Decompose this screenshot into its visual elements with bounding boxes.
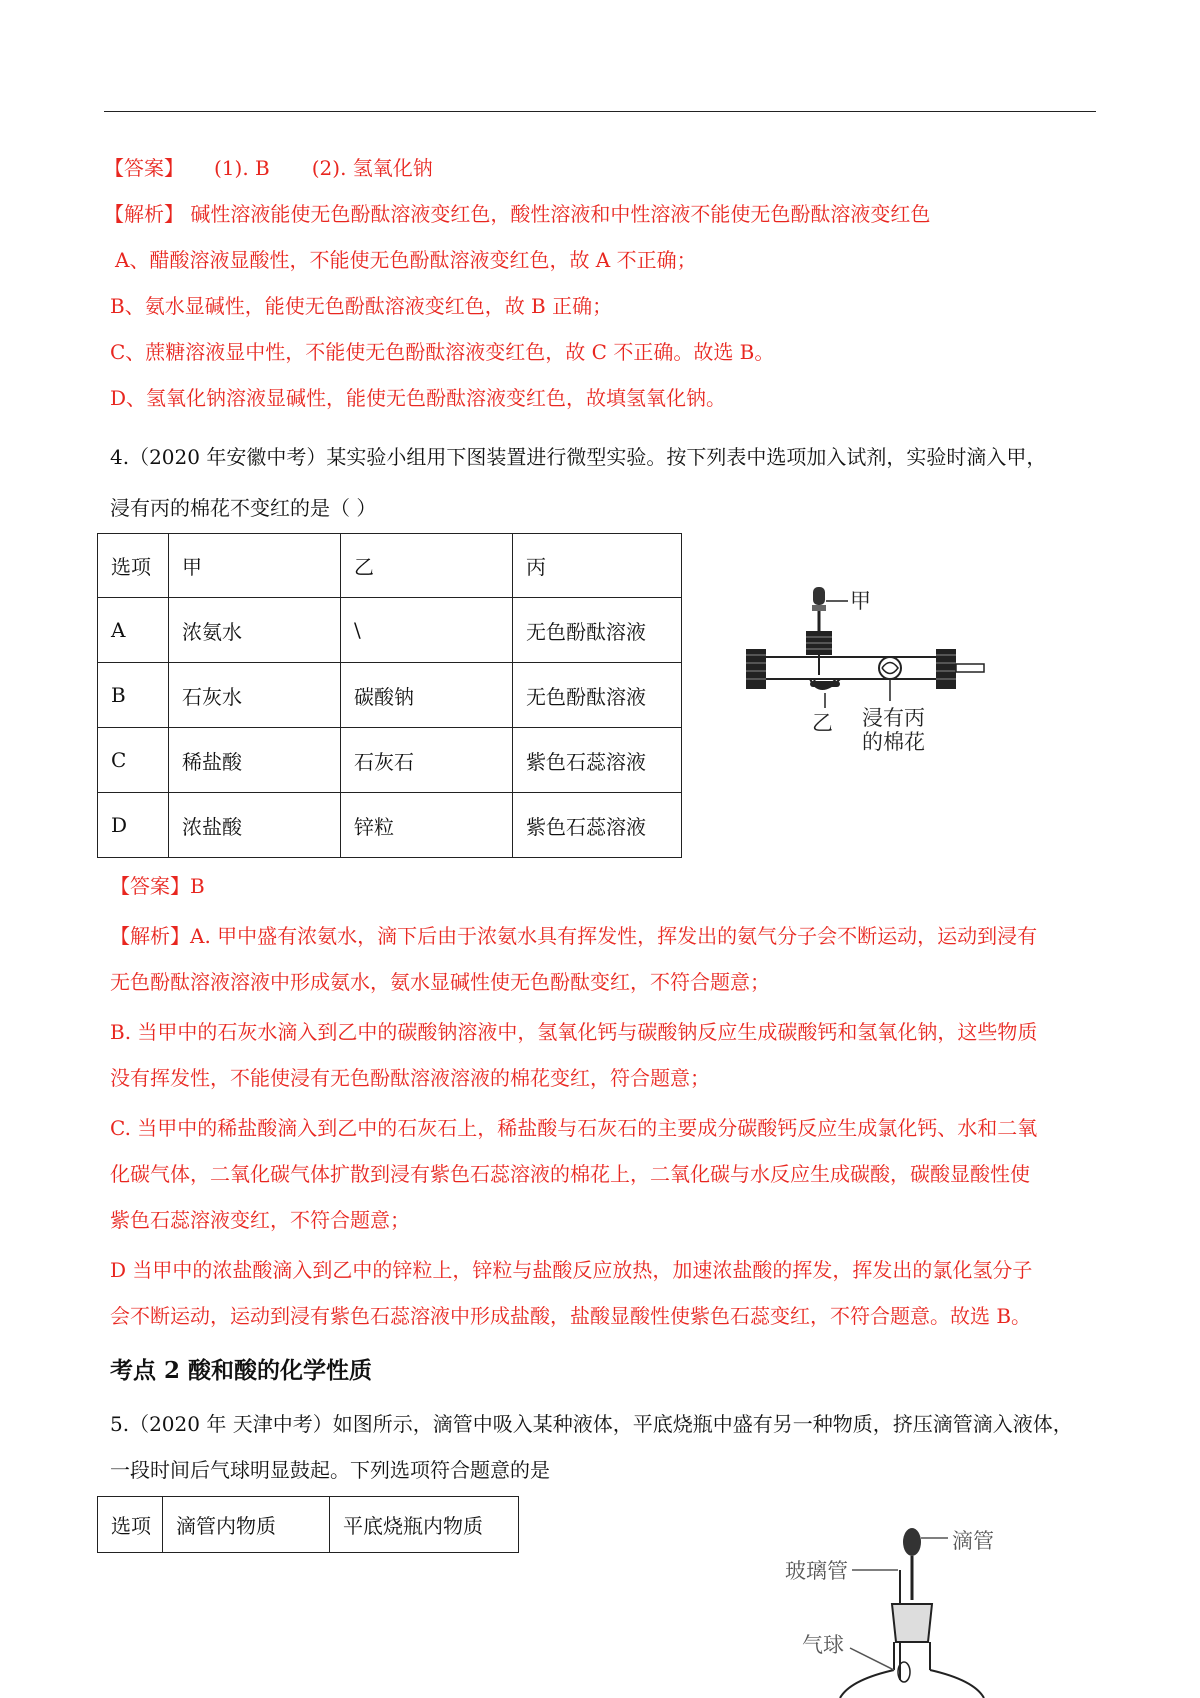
table-cell: 石灰石 — [341, 728, 513, 793]
label-glass-tube: 玻璃管 — [785, 1559, 848, 1583]
analysis-3-b: B、氨水显碱性，能使无色酚酞溶液变红色，故 B 正确； — [110, 294, 613, 318]
table-cell: 浓盐酸 — [169, 793, 341, 858]
question-5-line-1: 5.（2020 年 天津中考）如图所示，滴管中吸入某种液体，平底烧瓶中盛有另一种物质，挤压滴管滴入液体， — [110, 1412, 1073, 1436]
analysis-4-line: 化碳气体，二氧化碳气体扩散到浸有紫色石蕊溶液的棉花上，二氧化碳与水反应生成碳酸，碳酸显酸性使 — [110, 1162, 1030, 1186]
table-cell: 锌粒 — [341, 793, 513, 858]
analysis-4-line: 紫色石蕊溶液变红，不符合题意； — [110, 1208, 410, 1232]
table-cell: 稀盐酸 — [169, 728, 341, 793]
answer-3-part2: (2). 氢氧化钠 — [311, 156, 433, 180]
table-cell: 碳酸钠 — [341, 663, 513, 728]
table-header-row — [98, 1497, 519, 1553]
table-row — [98, 728, 682, 793]
dropper-bulb-shape — [903, 1528, 921, 1556]
table-header-cell: 平底烧瓶内物质 — [330, 1497, 519, 1553]
question-5-table — [97, 1496, 519, 1553]
table-cell: \ — [341, 598, 513, 663]
cotton-shape — [879, 657, 901, 679]
table-header-row — [98, 534, 682, 598]
table-header-cell: 滴管内物质 — [163, 1497, 330, 1553]
analysis-4-line: 没有挥发性，不能使浸有无色酚酞溶液溶液的棉花变红，符合题意； — [110, 1066, 710, 1090]
table-header-cell: 选项 — [98, 534, 169, 598]
table-row — [98, 598, 682, 663]
table-cell: 无色酚酞溶液 — [513, 663, 682, 728]
analysis-4-line: 【解析】A. 甲中盛有浓氨水，滴下后由于浓氨水具有挥发性，挥发出的氨气分子会不断运动，运动到浸有 — [110, 924, 1038, 948]
answer-3-label: 【答案】 — [104, 156, 184, 180]
question-5-line-2: 一段时间后气球明显鼓起。下列选项符合题意的是 — [110, 1458, 550, 1482]
answer-4: 【答案】B — [110, 874, 205, 898]
table-cell: 无色酚酞溶液 — [513, 598, 682, 663]
analysis-4-line: 无色酚酞溶液溶液中形成氨水，氨水显碱性使无色酚酞变红，不符合题意； — [110, 970, 770, 994]
table-cell: 紫色石蕊溶液 — [513, 793, 682, 858]
table-header-cell: 甲 — [169, 534, 341, 598]
analysis-4-line: 会不断运动，运动到浸有紫色石蕊溶液中形成盐酸，盐酸显酸性使紫色石蕊变红，不符合题意。故选 B。 — [110, 1304, 1032, 1328]
analysis-3-a: A、醋酸溶液显酸性，不能使无色酚酞溶液变红色，故 A 不正确； — [115, 248, 697, 272]
table-row — [98, 793, 682, 858]
analysis-4-line: D 当甲中的浓盐酸滴入到乙中的锌粒上，锌粒与盐酸反应放热，加速浓盐酸的挥发，挥发出的氯化氢分子 — [110, 1258, 1033, 1282]
question-4-table — [97, 533, 682, 858]
apparatus-figure-4 — [740, 575, 1010, 790]
table-cell: C — [98, 728, 169, 793]
table-header-cell: 选项 — [98, 1497, 163, 1553]
analysis-3-intro: 【解析】 碱性溶液能使无色酚酞溶液变红色，酸性溶液和中性溶液不能使无色酚酞溶液变红色 — [104, 202, 931, 226]
dropper-bulb-shape — [813, 587, 825, 605]
table-header-cell: 丙 — [513, 534, 682, 598]
analysis-3-d: D、氢氧化钠溶液显碱性，能使无色酚酞溶液变红色，故填氢氧化钠。 — [110, 386, 727, 410]
header-rule — [104, 111, 1096, 112]
table-cell: A — [98, 598, 169, 663]
table-cell: 浓氨水 — [169, 598, 341, 663]
label-dropper: 滴管 — [952, 1529, 994, 1553]
question-4-line-2: 浸有丙的棉花不变红的是（ ） — [110, 496, 377, 520]
stopper-shape — [892, 1604, 932, 1642]
table-cell: 石灰水 — [169, 663, 341, 728]
question-4-line-1: 4.（2020 年安徽中考）某实验小组用下图装置进行微型实验。按下列表中选项加入试剂，实验时滴入甲， — [110, 445, 1047, 469]
answer-3-part1: (1). B — [214, 156, 270, 180]
table-cell: 紫色石蕊溶液 — [513, 728, 682, 793]
label-jia: 甲 — [850, 589, 871, 613]
answer-3 — [104, 154, 433, 182]
table-header-cell: 乙 — [341, 534, 513, 598]
section-heading: 考点 2 酸和酸的化学性质 — [110, 1357, 373, 1384]
flask-shape — [840, 1670, 894, 1698]
label-balloon: 气球 — [802, 1633, 844, 1657]
apparatus-figure-5 — [780, 1520, 1060, 1698]
analysis-4-line: C. 当甲中的稀盐酸滴入到乙中的石灰石上，稀盐酸与石灰石的主要成分碳酸钙反应生成氯化钙、水和二氧 — [110, 1116, 1038, 1140]
analysis-3-c: C、蔗糖溶液显中性，不能使无色酚酞溶液变红色，故 C 不正确。故选 B。 — [110, 340, 775, 364]
label-bing-2: 的棉花 — [862, 730, 925, 754]
analysis-4-line: B. 当甲中的石灰水滴入到乙中的碳酸钠溶液中，氢氧化钙与碳酸钠反应生成碳酸钙和氢氧化钠，这些物质 — [110, 1020, 1038, 1044]
label-bing-1: 浸有丙 — [862, 706, 925, 730]
table-row — [98, 663, 682, 728]
label-yi: 乙 — [812, 711, 833, 735]
table-cell: D — [98, 793, 169, 858]
table-cell: B — [98, 663, 169, 728]
